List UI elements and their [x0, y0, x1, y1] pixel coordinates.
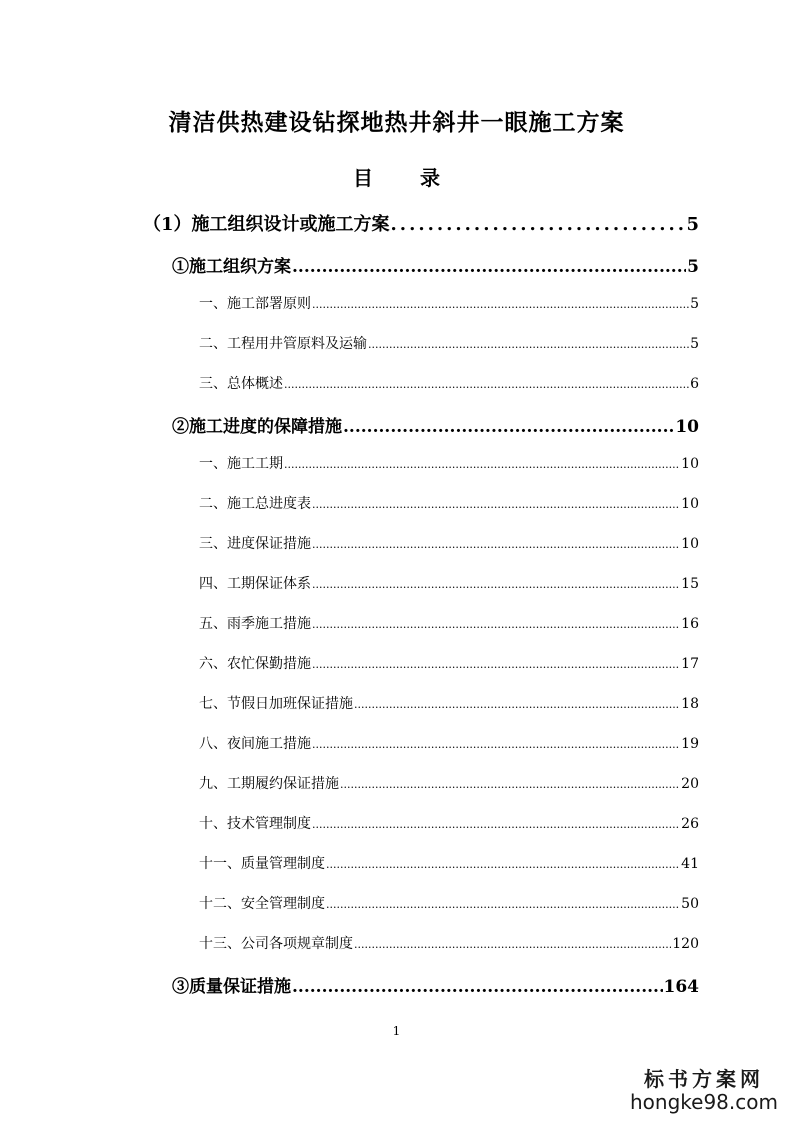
toc-leader-dots — [312, 298, 689, 311]
toc-entry-label: 八、夜间施工措施 — [199, 736, 311, 752]
toc-leader-dots — [284, 378, 689, 391]
toc-entry[interactable] — [199, 933, 699, 953]
toc-entry-label: 五、雨季施工措施 — [199, 616, 311, 632]
toc-entry[interactable] — [199, 293, 699, 313]
toc-entry-page: 5 — [686, 214, 699, 235]
toc-entry[interactable] — [199, 693, 699, 713]
toc-entry-label: 三、总体概述 — [199, 376, 283, 392]
toc-entry[interactable] — [199, 533, 699, 553]
toc-leader-dots — [354, 938, 671, 951]
toc-entry-label: 三、进度保证措施 — [199, 536, 311, 552]
toc-leader-dots — [326, 858, 680, 871]
toc-entry[interactable] — [199, 893, 699, 913]
toc-entry-page: 19 — [681, 736, 699, 752]
toc-entry[interactable] — [172, 252, 699, 277]
toc-entry-label: 一、施工部署原则 — [199, 296, 311, 312]
toc-leader-dots — [391, 214, 686, 235]
toc-entry[interactable] — [172, 972, 699, 997]
toc-leader-dots — [326, 898, 680, 911]
toc-entry[interactable] — [199, 653, 699, 673]
toc-leader-dots — [312, 498, 680, 511]
toc-entry-label: 二、工程用井管原料及运输 — [199, 336, 367, 352]
toc-entry-label: ②施工进度的保障措施 — [172, 417, 342, 437]
toc-leader-dots — [284, 458, 680, 471]
toc-entry-label: （1）施工组织设计或施工方案 — [143, 214, 390, 235]
toc-leader-dots — [312, 658, 680, 671]
toc-entry[interactable] — [199, 813, 699, 833]
toc-entry[interactable] — [172, 412, 699, 437]
toc-entry[interactable] — [199, 453, 699, 473]
toc-entry-label: 九、工期履约保证措施 — [199, 776, 339, 792]
toc-heading: 目 录 — [353, 166, 460, 190]
toc-leader-dots — [312, 538, 680, 551]
toc-entry-label: 十、技术管理制度 — [199, 816, 311, 832]
toc-leader-dots — [312, 738, 680, 751]
toc-entry-page: 120 — [672, 936, 699, 952]
toc-entry[interactable] — [143, 210, 699, 236]
toc-entry-page: 17 — [681, 656, 699, 672]
toc-entry[interactable] — [199, 333, 699, 353]
toc-entry-label: 七、节假日加班保证措施 — [199, 696, 353, 712]
toc-entry[interactable] — [199, 613, 699, 633]
toc-leader-dots — [354, 698, 680, 711]
toc-leader-dots — [368, 338, 689, 351]
toc-leader-dots — [312, 578, 680, 591]
toc-leader-dots — [312, 818, 680, 831]
toc-entry-page: 6 — [690, 376, 699, 392]
toc-entry-label: ③质量保证措施 — [172, 977, 291, 997]
toc-entry-label: 六、农忙保勤措施 — [199, 656, 311, 672]
toc-entry-label: 十一、质量管理制度 — [199, 856, 325, 872]
toc-leader-dots — [340, 778, 680, 791]
toc-entry-page: 50 — [681, 896, 699, 912]
watermark-logo — [629, 1068, 779, 1114]
toc-entry-page: 10 — [675, 417, 699, 437]
toc-leader-dots — [312, 618, 680, 631]
toc-entry[interactable] — [199, 493, 699, 513]
toc-entry-page: 16 — [681, 616, 699, 632]
toc-entry[interactable] — [199, 573, 699, 593]
toc-entry-page: 41 — [681, 856, 699, 872]
toc-entry-page: 20 — [681, 776, 699, 792]
toc-entry-page: 164 — [663, 977, 699, 997]
toc-entry-label: 十二、安全管理制度 — [199, 896, 325, 912]
document-title: 清洁供热建设钻探地热井斜井一眼施工方案 — [168, 109, 625, 136]
watermark-site-name: 标书方案网 — [644, 1067, 764, 1091]
toc-entry-page: 5 — [690, 336, 699, 352]
toc-entry[interactable] — [199, 853, 699, 873]
toc-leader-dots — [292, 977, 663, 997]
toc-entry-page: 10 — [681, 536, 699, 552]
watermark-url: hongke98.com — [630, 1090, 778, 1114]
toc-entry-page: 10 — [681, 496, 699, 512]
toc-entry-label: ①施工组织方案 — [172, 257, 291, 277]
toc-entry-page: 15 — [681, 576, 699, 592]
toc-entry[interactable] — [199, 733, 699, 753]
toc-entry-label: 十三、公司各项规章制度 — [199, 936, 353, 952]
toc-leader-dots — [343, 417, 674, 437]
toc-entry-page: 18 — [681, 696, 699, 712]
page-number: 1 — [392, 1024, 401, 1038]
toc-entry-label: 二、施工总进度表 — [199, 496, 311, 512]
toc-entry-page: 5 — [687, 257, 699, 277]
toc-entry[interactable] — [199, 373, 699, 393]
toc-entry-page: 10 — [681, 456, 699, 472]
toc-entry[interactable] — [199, 773, 699, 793]
toc-entry-label: 一、施工工期 — [199, 456, 283, 472]
toc-leader-dots — [292, 257, 686, 277]
toc-entry-page: 5 — [690, 296, 699, 312]
toc-entry-page: 26 — [681, 816, 699, 832]
toc-entry-label: 四、工期保证体系 — [199, 576, 311, 592]
